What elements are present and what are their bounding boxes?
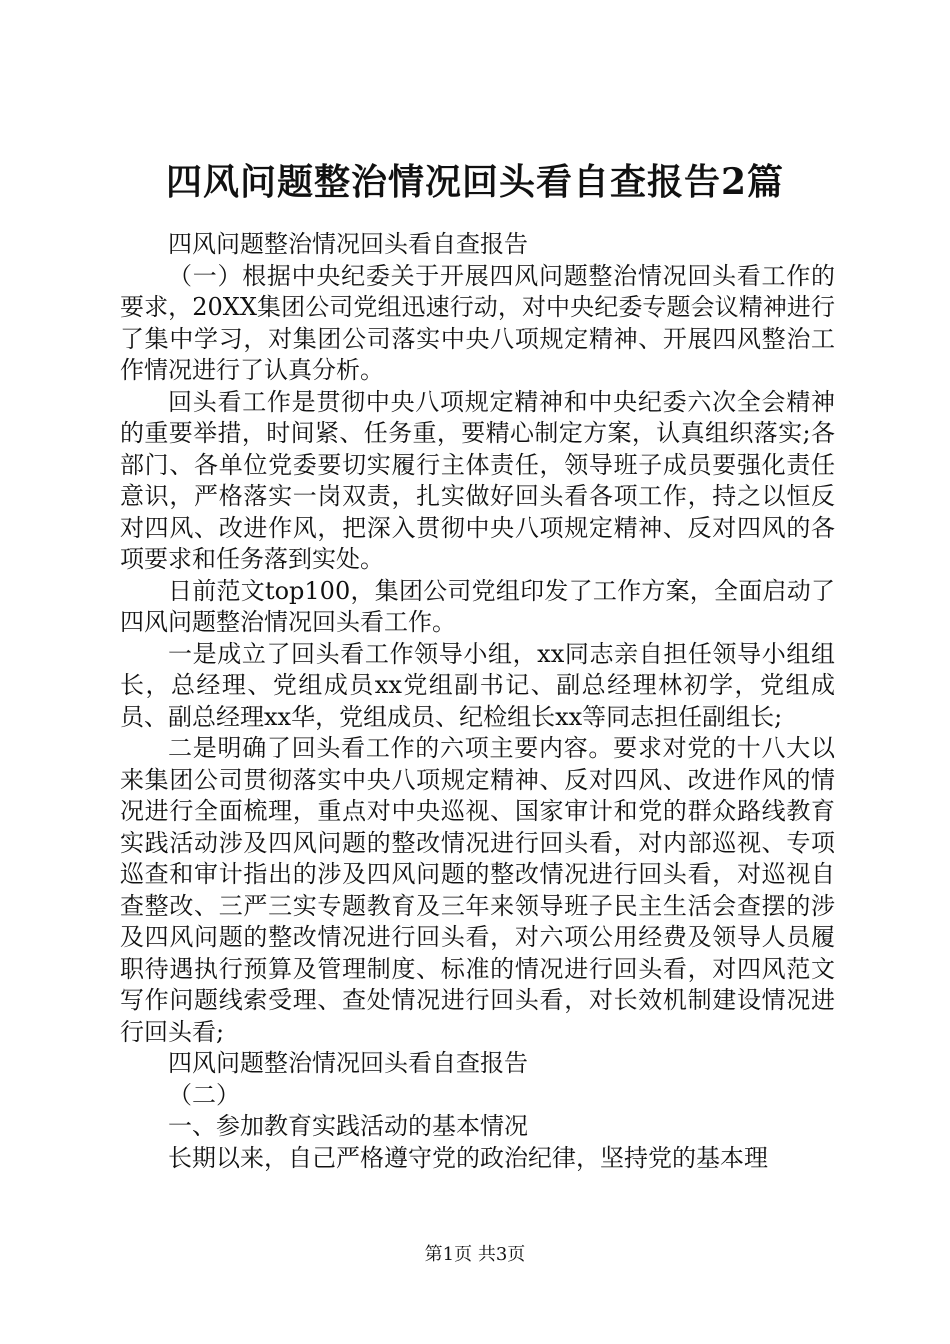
paragraph: 长期以来，自己严格遵守党的政治纪律，坚持党的基本理: [168, 1143, 768, 1172]
paragraph: 一是成立了回头看工作领导小组，xx同志亲自担任领导小组组长，总经理、党组成员xx党组副书记、副总经理林初学，党组成员、副总经理xx华，党组成员、纪检组长xx等同志担任副组长;: [120, 639, 835, 731]
paragraph-heading-1: 四风问题整治情况回头看自查报告: [168, 230, 528, 258]
paragraph-heading-2: 四风问题整治情况回头看自查报告: [168, 1049, 528, 1077]
paragraph: 回头看工作是贯彻中央八项规定精神和中央纪委六次全会精神的重要举措，时间紧、任务重，要精心制定方案，认真组织落实;各部门、各单位党委要切实履行主体责任，领导班子成员要强化责任意识，严格落实一岗双责，扎实做好回头看各项工作，持之以恒反对四风、改进作风，把深入贯彻中央八项规定精神、反对四风的各项要求和任务落到实处。: [120, 387, 835, 573]
section-number: （二）: [168, 1080, 240, 1109]
paragraph: （一）根据中央纪委关于开展四风问题整治情况回头看工作的要求，20XX集团公司党组迅速行动，对中央纪委专题会议精神进行了集中学习，对集团公司落实中央八项规定精神、开展四风整治工作情况进行了认真分析。: [120, 261, 835, 384]
document-title: 四风问题整治情况回头看自查报告2篇: [165, 161, 785, 203]
document-body: [120, 229, 835, 1174]
page-number: 第1页 共3页: [424, 1244, 526, 1265]
section-heading: 一、参加教育实践活动的基本情况: [168, 1112, 528, 1140]
paragraph: 日前范文top100，集团公司党组印发了工作方案，全面启动了四风问题整治情况回头看工作。: [120, 576, 835, 636]
paragraph: 二是明确了回头看工作的六项主要内容。要求对党的十八大以来集团公司贯彻落实中央八项规定精神、反对四风、改进作风的情况进行全面梳理，重点对中央巡视、国家审计和党的群众路线教育实践活动涉及四风问题的整改情况进行回头看，对内部巡视、专项巡查和审计指出的涉及四风问题的整改情况进行回头看，对巡视自查整改、三严三实专题教育及三年来领导班子民主生活会查摆的涉及四风问题的整改情况进行回头看，对六项公用经费及领导人员履职待遇执行预算及管理制度、标准的情况进行回头看，对四风范文写作问题线索受理、查处情况进行回头看，对长效机制建设情况进行回头看;: [120, 734, 835, 1046]
